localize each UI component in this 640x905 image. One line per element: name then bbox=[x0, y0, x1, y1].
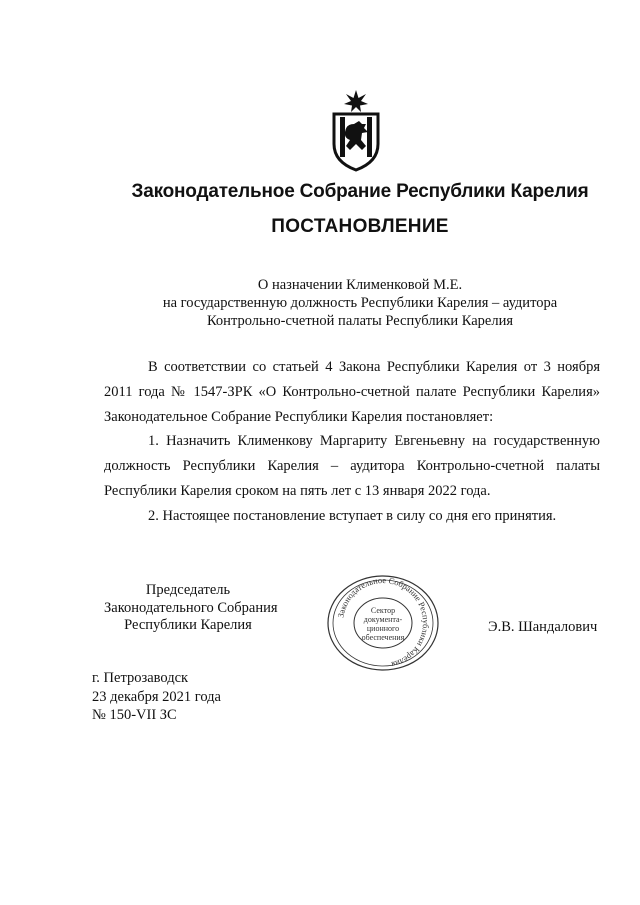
document-date: 23 декабря 2021 года bbox=[92, 688, 221, 705]
document-city: г. Петрозаводск bbox=[92, 670, 189, 686]
organization-name: Законодательное Собрание Республики Карелия bbox=[131, 181, 589, 202]
signer-title bbox=[104, 582, 278, 635]
subject-line: на государственную должность Республики Карелия – аудитора bbox=[162, 295, 558, 311]
subject-line: О назначении Клименковой М.Е. bbox=[257, 277, 463, 293]
stamp-inner-line: Сектор bbox=[370, 606, 396, 615]
document-type: ПОСТАНОВЛЕНИЕ bbox=[271, 216, 449, 237]
signer-title-line: Республики Карелия bbox=[124, 617, 252, 634]
resolution-item-1: 1. Назначить Клименкову Маргариту Евгеньевну на государственную должность Республики Карелия – аудитора Контрольно-счетной палаты Республики Карелия сроком на пять лет с 13 января 2022 года. bbox=[104, 433, 600, 499]
stamp-inner-line: обеспечения bbox=[361, 633, 405, 642]
document-body bbox=[104, 355, 600, 529]
karelia-coat-of-arms-icon bbox=[328, 88, 384, 172]
subject-line: Контрольно-счетной палаты Республики Карелия bbox=[206, 313, 514, 329]
stamp-inner-line: ционного bbox=[366, 624, 400, 633]
stamp-outer-text: Законодательное Собрание Республики Карелия bbox=[335, 574, 432, 671]
official-round-stamp-icon bbox=[324, 573, 442, 673]
document-footer bbox=[92, 669, 221, 725]
stamp-inner-line: документа- bbox=[363, 615, 403, 624]
preamble-paragraph: В соответствии со статьей 4 Закона Республики Карелия от 3 ноября 2011 года № 1547-ЗРК «О Контрольно-счетной палате Республики Карелия» Законодательное Собрание Республики Карелия постановляет: bbox=[104, 359, 600, 425]
document-number: № 150-VII ЗС bbox=[92, 707, 177, 723]
resolution-item-2: 2. Настоящее постановление вступает в силу со дня его принятия. bbox=[148, 507, 557, 524]
signer-name: Э.В. Шандалович bbox=[488, 619, 598, 635]
signer-title-line: Законодательного Собрания bbox=[104, 599, 278, 616]
signer-title-line: Председатель bbox=[145, 582, 231, 598]
document-subject bbox=[110, 276, 610, 330]
